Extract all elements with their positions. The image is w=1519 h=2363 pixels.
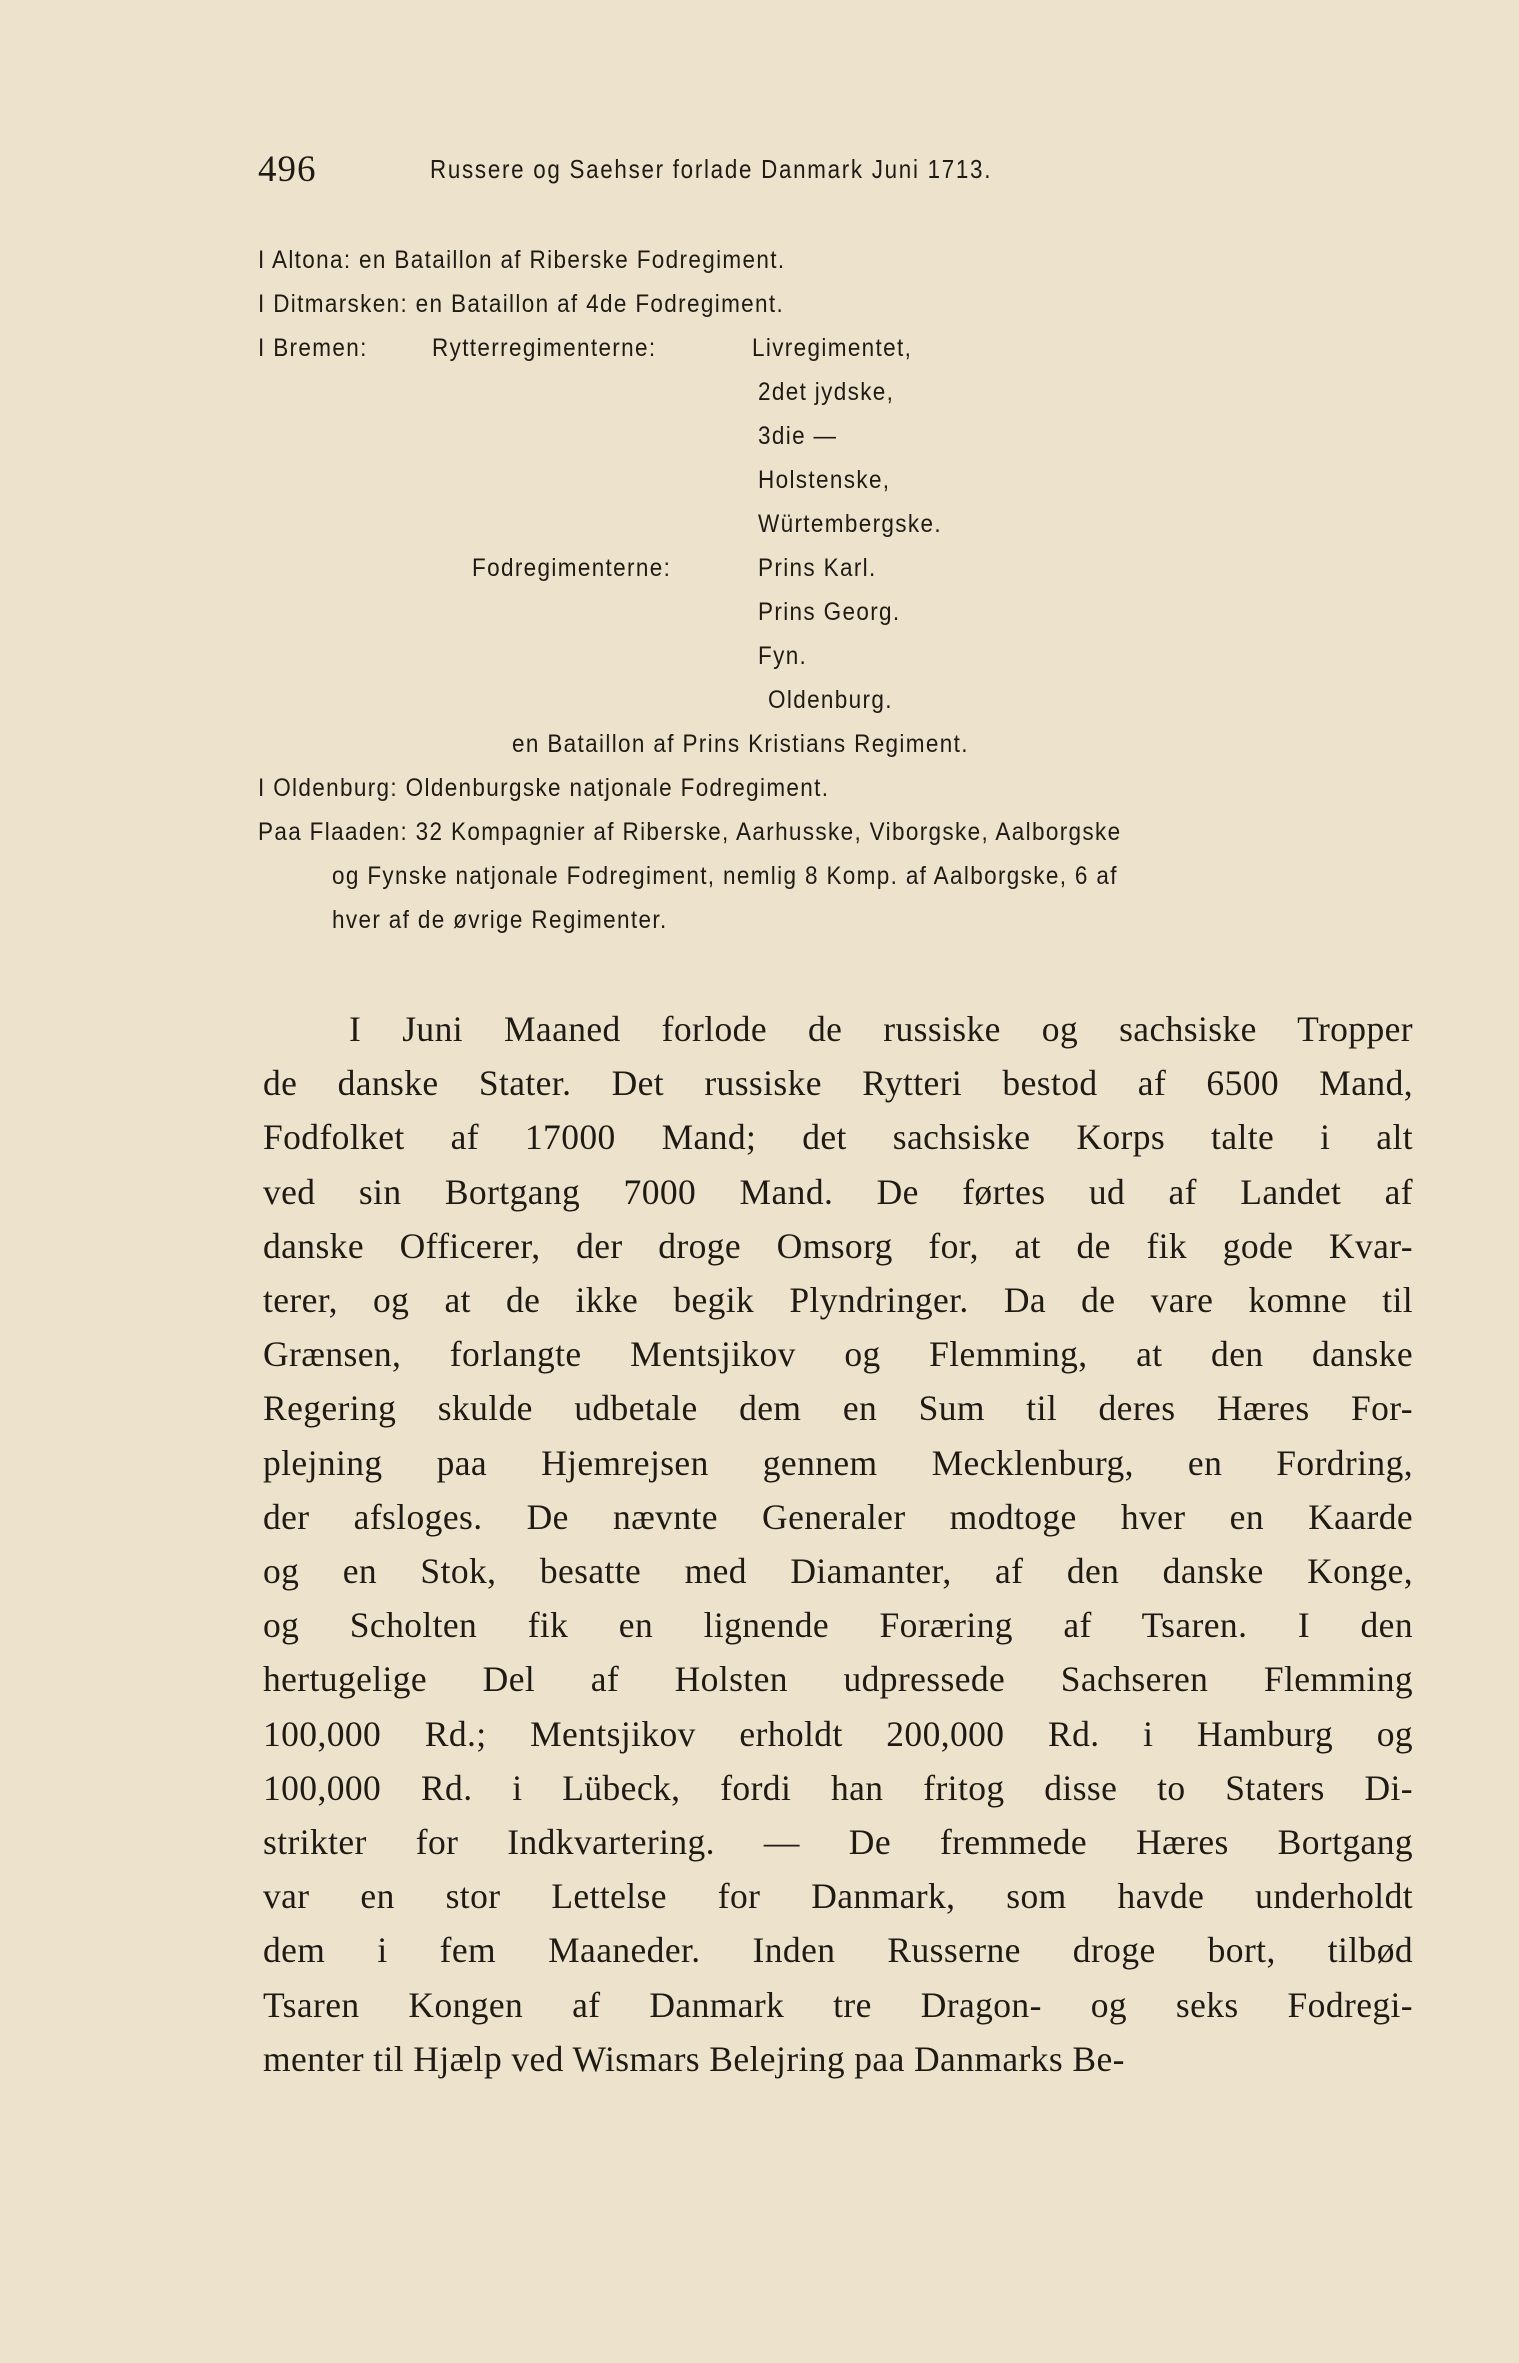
list-label-fod: Fodregimenterne: bbox=[472, 554, 672, 582]
list-line-flaaden: hver af de øvrige Regimenter. bbox=[332, 906, 668, 934]
body-line: strikter for Indkvartering. — De fremmede Hæres Bortgang bbox=[263, 1822, 1413, 1863]
body-line: plejning paa Hjemrejsen gennem Mecklenburg, en Fordring, bbox=[263, 1442, 1413, 1483]
body-line: Fodfolket af 17000 Mand; det sachsiske Korps talte i alt bbox=[263, 1117, 1413, 1158]
list-line-ditmarsken: I Ditmarsken: en Bataillon af 4de Fodregiment. bbox=[258, 290, 785, 318]
list-item: Oldenburg. bbox=[768, 686, 893, 714]
body-line: 100,000 Rd. i Lübeck, fordi han fritog disse to Staters Di- bbox=[263, 1767, 1413, 1808]
list-line-oldenburg: I Oldenburg: Oldenburgske natjonale Fodregiment. bbox=[258, 774, 830, 802]
list-item: Holstenske, bbox=[758, 466, 891, 494]
list-item: Fyn. bbox=[758, 642, 808, 670]
list-label-bremen: I Bremen: bbox=[258, 334, 368, 362]
page-header bbox=[258, 148, 1218, 198]
running-title: Russere og Saehser forlade Danmark Juni 1713. bbox=[430, 154, 993, 184]
body-line: terer, og at de ikke begik Plyndringer. Da de vare komne til bbox=[263, 1280, 1413, 1321]
list-label-rytter: Rytterregimenterne: bbox=[432, 334, 657, 362]
body-line: der afsloges. De nævnte Generaler modtoge hver en Kaarde bbox=[263, 1496, 1413, 1537]
body-line: 100,000 Rd.; Mentsjikov erholdt 200,000 Rd. i Hamburg og bbox=[263, 1713, 1413, 1754]
list-item: 3die — bbox=[758, 422, 838, 450]
list-item: Prins Georg. bbox=[758, 598, 901, 626]
body-line: var en stor Lettelse for Danmark, som havde underholdt bbox=[263, 1876, 1413, 1917]
list-line-altona: I Altona: en Bataillon af Riberske Fodregiment. bbox=[258, 246, 786, 274]
show-through-decoration bbox=[1010, 240, 1018, 274]
page-number: 496 bbox=[258, 149, 317, 190]
list-line-flaaden: og Fynske natjonale Fodregiment, nemlig 8 Komp. af Aalborgske, 6 af bbox=[332, 862, 1118, 890]
body-line: og Scholten fik en lignende Foræring af Tsaren. I den bbox=[263, 1605, 1413, 1646]
body-line: og en Stok, besatte med Diamanter, af den danske Konge, bbox=[263, 1551, 1413, 1592]
body-line: Tsaren Kongen af Danmark tre Dragon- og seks Fodregi- bbox=[263, 1984, 1413, 2025]
list-item: Livregimentet, bbox=[752, 334, 913, 362]
list-line-bataillon: en Bataillon af Prins Kristians Regiment. bbox=[512, 730, 969, 758]
body-line: ved sin Bortgang 7000 Mand. De førtes ud af Landet af bbox=[263, 1171, 1413, 1212]
list-item: 2det jydske, bbox=[758, 378, 895, 406]
body-line: dem i fem Maaneder. Inden Russerne droge bort, tilbød bbox=[263, 1930, 1413, 1971]
body-line: I Juni Maaned forlode de russiske og sachsiske Tropper bbox=[349, 1009, 1413, 1049]
body-line: hertugelige Del af Holsten udpressede Sachseren Flemming bbox=[263, 1659, 1413, 1700]
body-line: menter til Hjælp ved Wismars Belejring paa Danmarks Be- bbox=[263, 2038, 1125, 2079]
body-line: Grænsen, forlangte Mentsjikov og Flemming, at den danske bbox=[263, 1334, 1413, 1375]
list-item: Prins Karl. bbox=[758, 554, 877, 582]
body-line: de danske Stater. Det russiske Rytteri bestod af 6500 Mand, bbox=[263, 1063, 1413, 1104]
body-text bbox=[263, 1002, 1413, 2086]
list-item: Würtembergske. bbox=[758, 510, 942, 538]
body-line: Regering skulde udbetale dem en Sum til deres Hæres For- bbox=[263, 1388, 1413, 1429]
list-line-flaaden: Paa Flaaden: 32 Kompagnier af Riberske, Aarhusske, Viborgske, Aalborgske bbox=[258, 818, 1122, 846]
body-line: danske Officerer, der droge Omsorg for, at de fik gode Kvar- bbox=[263, 1225, 1413, 1266]
